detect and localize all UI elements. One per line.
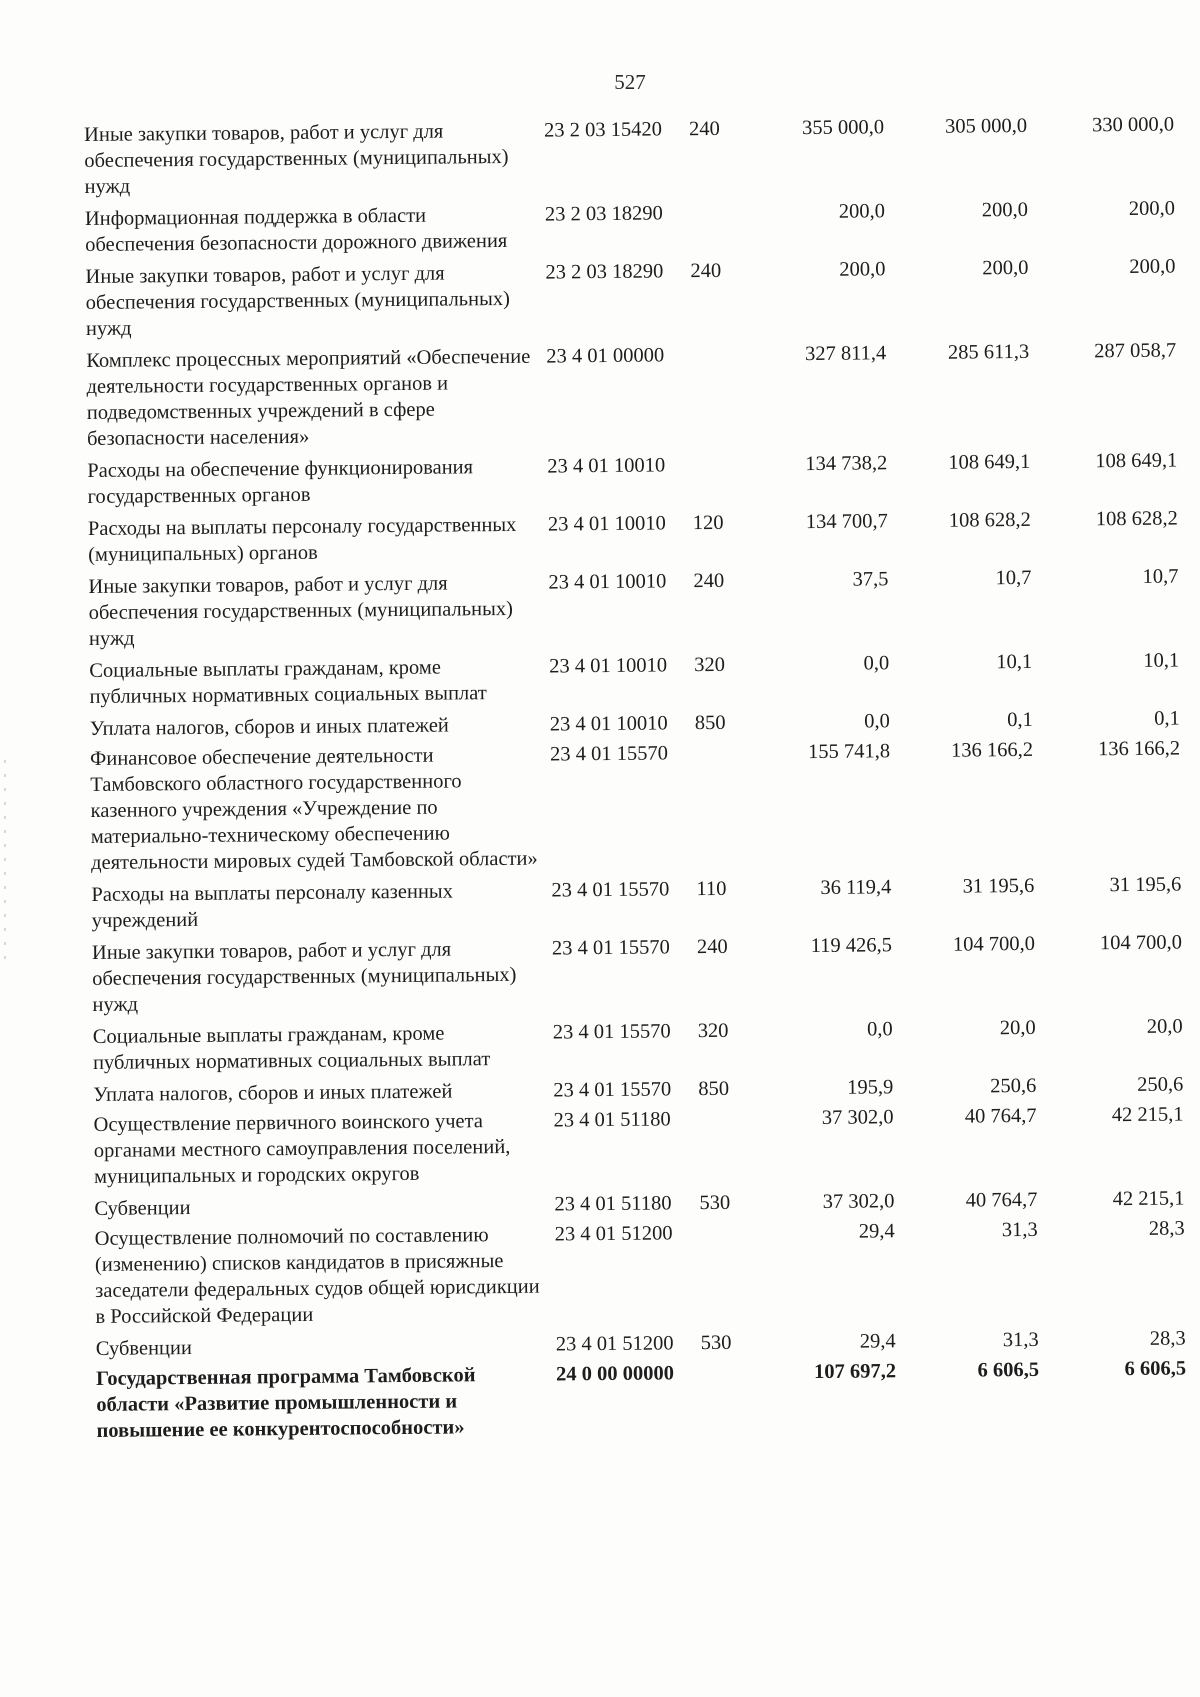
row-value-year3: 136 166,2 bbox=[1097, 737, 1181, 761]
row-code: 23 2 03 15420 bbox=[543, 118, 663, 142]
row-value-year1: 29,4 bbox=[858, 1220, 895, 1243]
row-value-year1: 0,0 bbox=[863, 652, 890, 675]
row-name: Осуществление первичного воинского учета органами местного самоуправления поселений, муниципальных и городских округов bbox=[93, 1110, 511, 1188]
row-value-year2: 108 628,2 bbox=[948, 508, 1031, 532]
row-value-year3: 10,1 bbox=[1143, 649, 1180, 672]
row-code: 23 4 01 10010 bbox=[549, 712, 668, 736]
row-name: Иные закупки товаров, работ и услуг для обеспечения государственных (муниципальных) нужд bbox=[84, 120, 509, 198]
row-value-year1: 195,9 bbox=[847, 1076, 894, 1099]
row-value-year2: 0,1 bbox=[1007, 708, 1033, 732]
row-value-year1: 107 697,2 bbox=[813, 1360, 897, 1384]
row-value-year1: 355 000,0 bbox=[801, 116, 885, 140]
budget-table bbox=[84, 111, 1193, 1443]
row-name: Социальные выплаты гражданам, кроме публичных нормативных социальных выплат bbox=[89, 656, 487, 708]
row-value-year1: 0,0 bbox=[864, 710, 890, 733]
row-expense-type: 240 bbox=[690, 259, 722, 283]
row-code: 23 4 01 15570 bbox=[553, 1078, 672, 1102]
table-row bbox=[93, 1013, 1189, 1076]
row-name: Социальные выплаты гражданам, кроме публичных нормативных социальных выплат bbox=[92, 1022, 491, 1074]
row-code: 23 4 01 15570 bbox=[552, 1020, 671, 1044]
table-row bbox=[84, 111, 1181, 200]
row-expense-type: 320 bbox=[694, 653, 726, 677]
table-row bbox=[92, 929, 1189, 1018]
row-value-year3: 200,0 bbox=[1128, 197, 1175, 220]
row-name: Уплата налогов, сборов и иных платежей bbox=[93, 1080, 453, 1106]
row-expense-type: 530 bbox=[700, 1331, 732, 1355]
row-value-year3: 28,3 bbox=[1149, 1327, 1186, 1350]
row-name: Иные закупки товаров, работ и услуг для обеспечения государственных (муниципальных) нужд bbox=[85, 262, 511, 340]
row-value-year3: 0,1 bbox=[1154, 707, 1180, 730]
table-row bbox=[94, 1101, 1191, 1190]
row-name: Осуществление полномочий по составлению (изменению) списков кандидатов в присяжные заседатели федеральных судов общей юрисдикции в Российской Федерации bbox=[94, 1224, 540, 1328]
row-value-year2: 305 000,0 bbox=[944, 114, 1028, 138]
table-row bbox=[95, 1215, 1192, 1330]
row-code: 23 4 01 00000 bbox=[546, 344, 665, 368]
row-value-year2: 285 611,3 bbox=[947, 340, 1030, 364]
row-expense-type: 240 bbox=[696, 935, 728, 959]
table-row bbox=[91, 871, 1187, 934]
table-row bbox=[85, 195, 1181, 258]
row-value-year1: 155 741,8 bbox=[807, 740, 891, 764]
row-value-year3: 104 700,0 bbox=[1099, 931, 1183, 955]
row-value-year1: 327 811,4 bbox=[804, 342, 887, 366]
row-value-year1: 37,5 bbox=[852, 568, 889, 591]
row-expense-type: 110 bbox=[696, 877, 727, 901]
row-code: 23 2 03 18290 bbox=[545, 260, 664, 284]
row-name: Финансовое обеспечение деятельности Тамбовского областного государственного казенного учреждения «Учреждение по материально-техническому обеспечению деятельности мировых судей Тамбовской области» bbox=[90, 744, 538, 874]
row-value-year1: 200,0 bbox=[839, 258, 886, 281]
row-value-year3: 28,3 bbox=[1148, 1217, 1185, 1240]
row-value-year3: 108 649,1 bbox=[1095, 449, 1178, 473]
row-value-year3: 6 606,5 bbox=[1124, 1357, 1187, 1381]
row-name: Государственная программа Тамбовской области «Развитие промышленности и повышение ее конкурентоспособности» bbox=[95, 1364, 476, 1442]
row-value-year1: 0,0 bbox=[867, 1018, 893, 1041]
row-code: 23 4 01 51180 bbox=[553, 1108, 671, 1132]
row-code: 23 4 01 15570 bbox=[549, 742, 669, 766]
row-value-year1: 37 302,0 bbox=[821, 1106, 894, 1129]
row-name: Субвенции bbox=[94, 1197, 191, 1220]
row-value-year3: 108 628,2 bbox=[1095, 507, 1178, 531]
row-code: 23 2 03 18290 bbox=[544, 202, 663, 226]
row-code: 23 4 01 10010 bbox=[547, 512, 666, 536]
row-code: 23 4 01 10010 bbox=[549, 654, 668, 678]
row-expense-type: 120 bbox=[692, 511, 724, 535]
row-value-year3: 42 215,1 bbox=[1112, 1187, 1185, 1211]
row-name: Расходы на выплаты персоналу государственных (муниципальных) органов bbox=[87, 513, 517, 566]
row-name: Информационная поддержка в области обеспечения безопасности дорожного движения bbox=[84, 204, 508, 256]
row-expense-type: 320 bbox=[697, 1019, 729, 1043]
row-value-year3: 20,0 bbox=[1146, 1015, 1183, 1038]
row-value-year1: 134 738,2 bbox=[805, 452, 888, 476]
row-value-year3: 200,0 bbox=[1129, 255, 1176, 278]
row-value-year3: 42 215,1 bbox=[1111, 1103, 1184, 1127]
table-row bbox=[90, 735, 1187, 876]
row-value-year2: 20,0 bbox=[999, 1016, 1036, 1040]
row-value-year3: 287 058,7 bbox=[1094, 339, 1177, 363]
row-value-year2: 31 195,6 bbox=[962, 874, 1035, 898]
row-value-year2: 10,1 bbox=[996, 650, 1033, 674]
row-value-year1: 119 426,5 bbox=[810, 934, 893, 958]
table-row bbox=[87, 447, 1183, 510]
row-code: 23 4 01 10010 bbox=[547, 454, 666, 478]
row-name: Расходы на обеспечение функционирования государственных органов bbox=[87, 456, 474, 508]
row-code: 23 4 01 51180 bbox=[554, 1192, 672, 1216]
row-name: Субвенции bbox=[95, 1337, 193, 1360]
row-value-year2: 31,3 bbox=[1002, 1328, 1039, 1352]
table-row bbox=[96, 1355, 1193, 1444]
table-row bbox=[86, 337, 1183, 452]
row-value-year2: 10,7 bbox=[995, 566, 1032, 590]
row-code: 23 4 01 15570 bbox=[551, 878, 670, 902]
row-code: 23 4 01 51200 bbox=[554, 1222, 673, 1246]
row-code: 23 4 01 10010 bbox=[548, 570, 667, 594]
row-value-year2: 136 166,2 bbox=[950, 738, 1034, 762]
row-value-year1: 29,4 bbox=[859, 1330, 896, 1353]
row-value-year1: 200,0 bbox=[838, 200, 885, 223]
row-value-year2: 108 649,1 bbox=[948, 450, 1031, 474]
page-number: 527 bbox=[614, 70, 646, 94]
row-expense-type: 240 bbox=[688, 117, 720, 141]
table-row bbox=[85, 253, 1182, 342]
row-value-year1: 134 700,7 bbox=[805, 510, 888, 534]
row-expense-type: 850 bbox=[698, 1077, 730, 1101]
row-value-year1: 36 119,4 bbox=[820, 876, 892, 899]
row-value-year2: 200,0 bbox=[981, 198, 1028, 222]
row-value-year2: 104 700,0 bbox=[952, 932, 1036, 956]
row-name: Иные закупки товаров, работ и услуг для обеспечения государственных (муниципальных) нужд bbox=[88, 572, 514, 650]
row-value-year1: 37 302,0 bbox=[822, 1190, 895, 1213]
row-value-year2: 31,3 bbox=[1001, 1218, 1038, 1242]
row-value-year2: 6 606,5 bbox=[977, 1358, 1040, 1382]
row-value-year3: 10,7 bbox=[1142, 565, 1179, 588]
table-row bbox=[88, 505, 1184, 568]
row-name: Иные закупки товаров, работ и услуг для обеспечения государственных (муниципальных) нужд bbox=[91, 938, 517, 1016]
row-value-year2: 250,6 bbox=[990, 1074, 1037, 1098]
row-expense-type: 850 bbox=[694, 711, 726, 735]
row-value-year2: 200,0 bbox=[982, 256, 1029, 280]
row-code: 24 0 00 00000 bbox=[555, 1362, 675, 1386]
table-row bbox=[88, 563, 1185, 652]
row-value-year3: 31 195,6 bbox=[1109, 873, 1182, 897]
table-row bbox=[89, 647, 1185, 710]
row-name: Расходы на выплаты персоналу казенных учреждений bbox=[91, 880, 454, 932]
row-value-year3: 330 000,0 bbox=[1091, 113, 1175, 137]
row-expense-type: 240 bbox=[693, 569, 725, 593]
row-value-year2: 40 764,7 bbox=[965, 1188, 1038, 1212]
row-code: 23 4 01 15570 bbox=[551, 936, 670, 960]
row-name: Уплата налогов, сборов и иных платежей bbox=[89, 714, 449, 740]
scan-artifact bbox=[4, 760, 6, 970]
row-name: Комплекс процессных мероприятий «Обеспечение деятельности государственных органов и подведомственных учреждений в сфере безопасности населения» bbox=[86, 345, 531, 450]
row-value-year2: 40 764,7 bbox=[964, 1104, 1037, 1128]
row-code: 23 4 01 51200 bbox=[555, 1332, 674, 1356]
row-value-year3: 250,6 bbox=[1137, 1073, 1184, 1096]
row-expense-type: 530 bbox=[699, 1191, 731, 1215]
